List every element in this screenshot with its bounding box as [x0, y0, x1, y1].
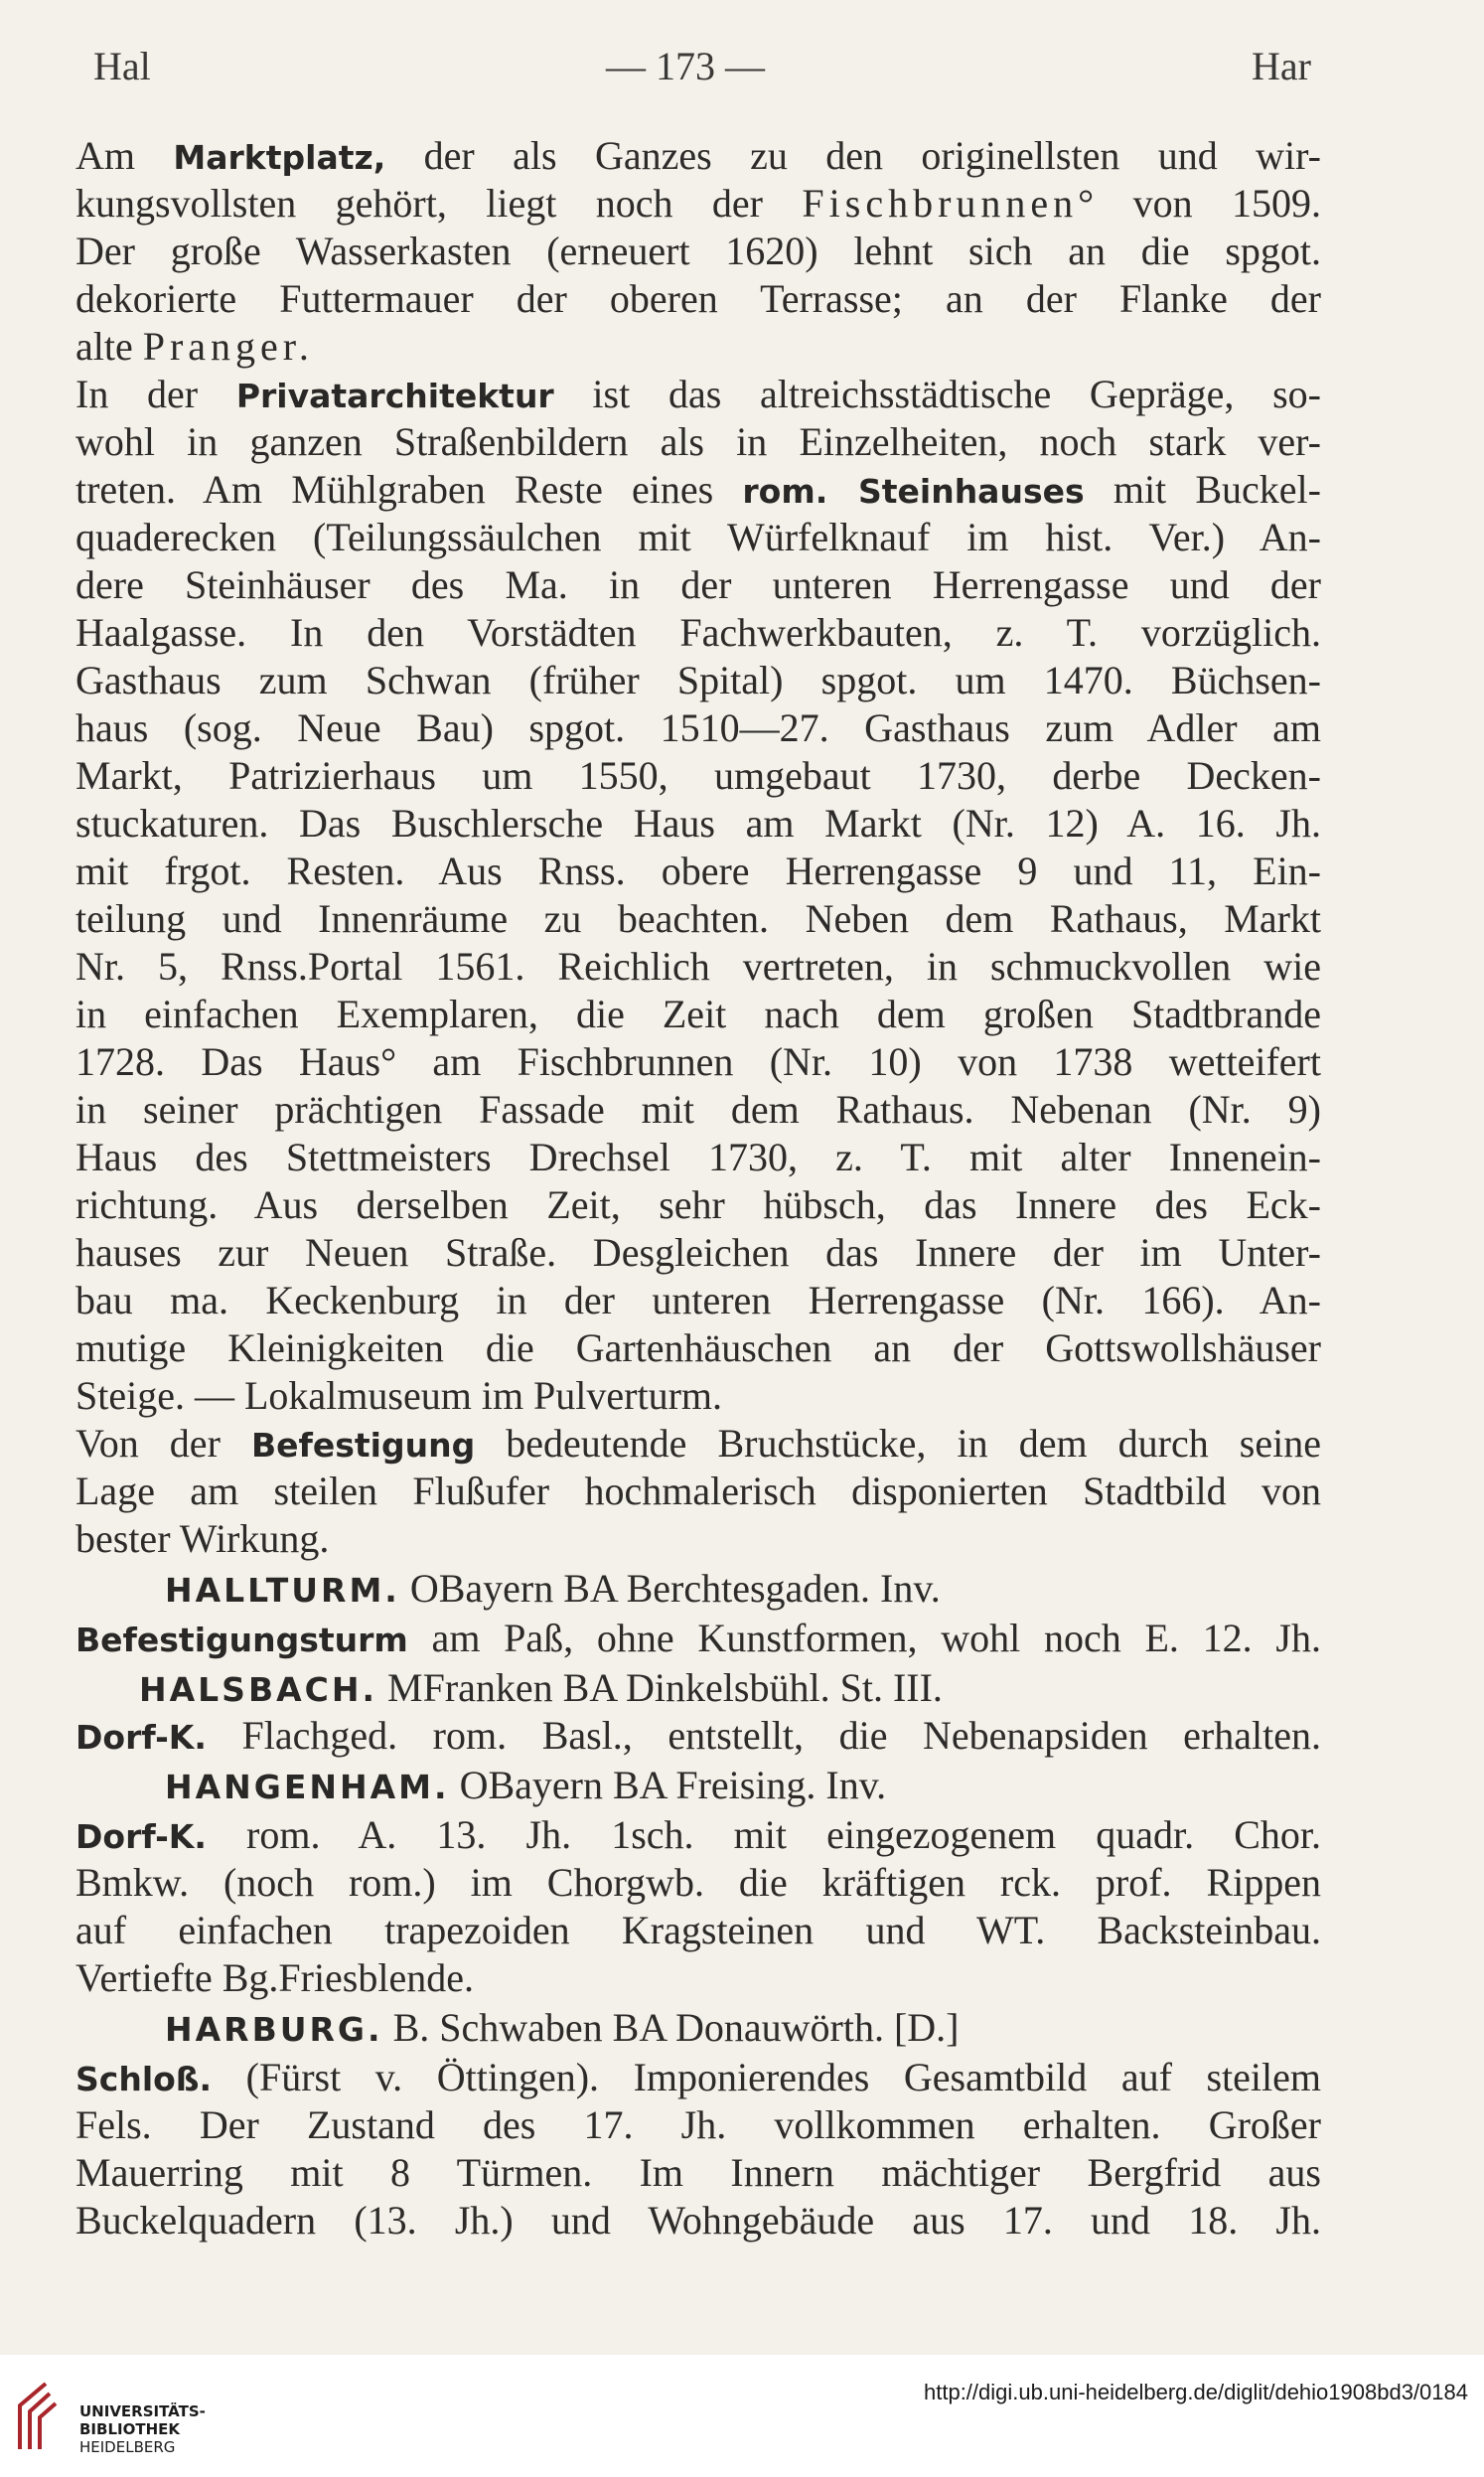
library-name-line2: BIBLIOTHEK [79, 2420, 180, 2438]
text-line: Haus des Stettmeisters Drechsel 1730, z. T. mit alter Innenein- [75, 1135, 1321, 1179]
text-line: Dorf-K. rom. A. 13. Jh. 1sch. mit eingezogenem quadr. Chor. [75, 1812, 1321, 1857]
text-line: dekorierte Futtermauer der oberen Terrasse; an der Flanke der [75, 276, 1321, 321]
text-line: bester Wirkung. [75, 1516, 330, 1561]
text-line: 1728. Das Haus° am Fischbrunnen (Nr. 10) von 1738 wetteifert [75, 1039, 1321, 1084]
text-line: mutige Kleinigkeiten die Gartenhäuschen an der Gottswollshäuser [75, 1325, 1321, 1370]
text-line: auf einfachen trapezoiden Kragsteinen und WT. Backsteinbau. [75, 1908, 1321, 1952]
text-line: Haalgasse. In den Vorstädten Fachwerkbauten, z. T. vorzüglich. [75, 610, 1321, 655]
text-line: richtung. Aus derselben Zeit, sehr hübsch, das Innere des Eck- [75, 1182, 1321, 1227]
text-line: Nr. 5, Rnss.Portal 1561. Reichlich vertreten, in schmuckvollen wie [75, 944, 1321, 989]
text-line: Dorf-K. Flachged. rom. Basl., entstellt, die Nebenapsiden erhalten. [75, 1713, 1321, 1758]
text-line: Bmkw. (noch rom.) im Chorgwb. die kräftigen rck. prof. Rippen [75, 1860, 1321, 1905]
text-line: Am Marktplatz, der als Ganzes zu den originellsten und wir- [75, 133, 1322, 178]
text-line: Gasthaus zum Schwan (früher Spital) spgot. um 1470. Büchsen- [75, 658, 1321, 702]
text-line: Schloß. (Fürst v. Öttingen). Imponierendes Gesamtbild auf steilem [75, 2055, 1321, 2099]
text-line: Befestigungsturm am Paß, ohne Kunstformen, wohl noch E. 12. Jh. [75, 1616, 1321, 1660]
text-line: mit frgot. Resten. Aus Rnss. obere Herrengasse 9 und 11, Ein- [75, 849, 1321, 893]
text-line: hauses zur Neuen Straße. Desgleichen das Innere der im Unter- [75, 1230, 1321, 1275]
entry-hallturm: HALLTURM. OBayern BA Berchtesgaden. Inv. [165, 1566, 941, 1611]
library-logo-icon [16, 2380, 74, 2451]
text-line: teilung und Innenräume zu beachten. Neben dem Rathaus, Markt [75, 896, 1321, 941]
text-line: Von der Befestigung bedeutende Bruchstücke, in dem durch seine [75, 1421, 1321, 1466]
text-line: bau ma. Keckenburg in der unteren Herrengasse (Nr. 166). An- [75, 1278, 1321, 1322]
text-line: Steige. — Lokalmuseum im Pulverturm. [75, 1373, 723, 1418]
text-line: Buckelquadern (13. Jh.) und Wohngebäude aus 17. und 18. Jh. [75, 2198, 1321, 2243]
text-line: alte Pranger. [75, 324, 314, 369]
page-number: — 173 — [606, 44, 765, 88]
running-head-left: Hal [93, 44, 151, 88]
text-line: stuckaturen. Das Buschlersche Haus am Markt (Nr. 12) A. 16. Jh. [75, 801, 1321, 846]
text-line: in einfachen Exemplaren, die Zeit nach dem großen Stadtbrande [75, 992, 1321, 1036]
text-line: Fels. Der Zustand des 17. Jh. vollkommen erhalten. Großer [75, 2102, 1321, 2147]
text-line: Lage am steilen Flußufer hochmalerisch disponierten Stadtbild von [75, 1469, 1321, 1513]
text-line: in seiner prächtigen Fassade mit dem Rathaus. Nebenan (Nr. 9) [75, 1087, 1321, 1132]
running-head-right: Har [1252, 44, 1311, 88]
text-line: Markt, Patrizierhaus um 1550, umgebaut 1730, derbe Decken- [75, 753, 1321, 798]
source-url-link[interactable]: http://digi.ub.uni-heidelberg.de/diglit/dehio1908bd3/0184 [924, 2380, 1468, 2404]
text-line: Vertiefte Bg.Friesblende. [75, 1955, 474, 2000]
text-line: kungsvollsten gehört, liegt noch der Fischbrunnen° von 1509. [75, 181, 1321, 226]
text-line: Mauerring mit 8 Türmen. Im Innern mächtiger Bergfrid aus [75, 2150, 1321, 2195]
footer-bar [0, 2355, 1484, 2477]
text-line: treten. Am Mühlgraben Reste eines rom. Steinhauses mit Buckel- [75, 467, 1321, 512]
entry-halsbach: HALSBACH. MFranken BA Dinkelsbühl. St. III. [139, 1665, 943, 1710]
library-name-line3: HEIDELBERG [79, 2438, 176, 2456]
text-line: dere Steinhäuser des Ma. in der unteren Herrengasse und der [75, 562, 1321, 607]
entry-hangenham: HANGENHAM. OBayern BA Freising. Inv. [165, 1763, 887, 1807]
library-name-line1: UNIVERSITÄTS- [79, 2402, 206, 2420]
text-line: haus (sog. Neue Bau) spgot. 1510—27. Gasthaus zum Adler am [75, 705, 1321, 750]
text-line: wohl in ganzen Straßenbildern als in Einzelheiten, noch stark ver- [75, 419, 1321, 464]
entry-harburg: HARBURG. B. Schwaben BA Donauwörth. [D.] [165, 2005, 960, 2050]
text-line: In der Privatarchitektur ist das altreichsstädtische Gepräge, so- [75, 372, 1321, 416]
text-line: quaderecken (Teilungssäulchen mit Würfelknauf im hist. Ver.) An- [75, 515, 1321, 559]
text-line: Der große Wasserkasten (erneuert 1620) lehnt sich an die spgot. [75, 229, 1321, 273]
